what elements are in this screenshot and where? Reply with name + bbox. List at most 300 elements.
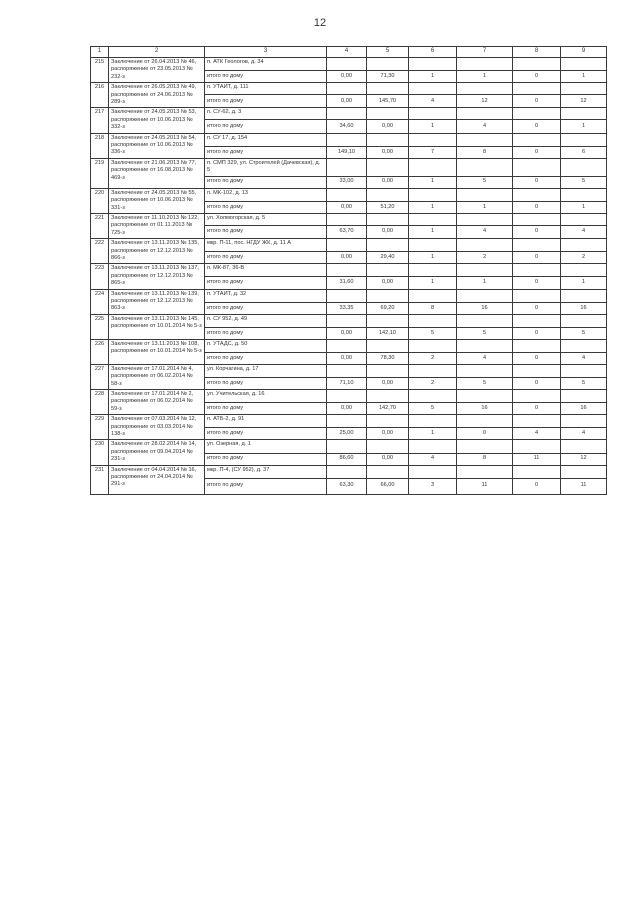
empty-cell: [327, 108, 367, 120]
record-address-row: [91, 364, 607, 377]
table-header-row: [91, 47, 607, 58]
column-header: 2: [109, 47, 205, 58]
record-number-cell: 220: [91, 188, 109, 213]
value-cell-v7: 1: [457, 202, 513, 214]
record-address-cell: п. СУ-62, д. 3: [205, 108, 327, 120]
value-cell-v5: 51,20: [367, 202, 409, 214]
empty-cell: [367, 390, 409, 403]
record-address-cell: п. УТАИТ, д. 32: [205, 289, 327, 302]
empty-cell: [367, 415, 409, 428]
value-cell-v9: 6: [561, 146, 607, 158]
record-document-cell: Заключение от 11.10.2013 № 122, распоряжение от 01.11.2013 № 725-з: [109, 213, 205, 238]
record-address-row: [91, 58, 607, 71]
empty-cell: [409, 58, 457, 71]
record-address-row: [91, 465, 607, 478]
record-address-cell: ул. Учительская, д. 16: [205, 390, 327, 403]
total-label-cell: итого по дому: [205, 70, 327, 83]
record-number-cell: 221: [91, 213, 109, 238]
empty-cell: [327, 58, 367, 71]
empty-cell: [561, 314, 607, 327]
value-cell-v8: 0: [513, 302, 561, 314]
total-label-cell: итого по дому: [205, 428, 327, 440]
value-cell-v9: 4: [561, 428, 607, 440]
value-cell-v6: 5: [409, 327, 457, 339]
empty-cell: [513, 188, 561, 202]
empty-cell: [409, 188, 457, 202]
value-cell-v5: 71,30: [367, 70, 409, 83]
column-header: 7: [457, 47, 513, 58]
empty-cell: [367, 58, 409, 71]
value-cell-v6: 1: [409, 120, 457, 133]
empty-cell: [367, 133, 409, 146]
empty-cell: [561, 239, 607, 252]
empty-cell: [327, 440, 367, 453]
value-cell-v7: 5: [457, 176, 513, 188]
empty-cell: [409, 83, 457, 95]
value-cell-v5: 0,00: [367, 428, 409, 440]
empty-cell: [513, 83, 561, 95]
value-cell-v6: 2: [409, 352, 457, 364]
empty-cell: [327, 188, 367, 202]
value-cell-v4: 63,30: [327, 478, 367, 494]
empty-cell: [561, 415, 607, 428]
record-address-cell: п. УТАИТ, д. 111: [205, 83, 327, 95]
total-label-cell: итого по дому: [205, 120, 327, 133]
value-cell-v7: 2: [457, 252, 513, 264]
value-cell-v8: 0: [513, 327, 561, 339]
empty-cell: [409, 108, 457, 120]
empty-cell: [409, 364, 457, 377]
empty-cell: [409, 339, 457, 352]
empty-cell: [409, 415, 457, 428]
value-cell-v6: 1: [409, 70, 457, 83]
record-document-cell: Заключение от 07.03.2014 № 12, распоряжение от 03.03.2014 № 138-з: [109, 415, 205, 440]
record-number-cell: 225: [91, 314, 109, 339]
value-cell-v5: 145,70: [367, 95, 409, 108]
value-cell-v6: 3: [409, 478, 457, 494]
empty-cell: [409, 390, 457, 403]
empty-cell: [327, 415, 367, 428]
record-document-cell: Заключение от 24.05.2013 № 54, распоряжение от 10.06.2013 № 336-з: [109, 133, 205, 158]
record-address-cell: п. МК-102, д. 13: [205, 188, 327, 202]
empty-cell: [367, 158, 409, 176]
empty-cell: [409, 133, 457, 146]
value-cell-v9: 12: [561, 95, 607, 108]
empty-cell: [457, 239, 513, 252]
empty-cell: [561, 440, 607, 453]
record-document-cell: Заключение от 13.11.2013 № 135, распоряжение от 12.12.2013 № 866-з: [109, 239, 205, 264]
value-cell-v5: 0,00: [367, 176, 409, 188]
value-cell-v9: 5: [561, 176, 607, 188]
total-label-cell: итого по дому: [205, 176, 327, 188]
value-cell-v7: 16: [457, 302, 513, 314]
column-header: 1: [91, 47, 109, 58]
total-label-cell: итого по дому: [205, 327, 327, 339]
empty-cell: [513, 213, 561, 225]
empty-cell: [561, 158, 607, 176]
total-label-cell: итого по дому: [205, 202, 327, 214]
record-address-cell: ул. Озерная, д. 1: [205, 440, 327, 453]
value-cell-v5: 0,00: [367, 453, 409, 465]
record-document-cell: Заключение от 21.06.2013 № 77, распоряжение от 16.08.2013 № 469-з: [109, 158, 205, 188]
value-cell-v4: 0,00: [327, 252, 367, 264]
empty-cell: [367, 108, 409, 120]
value-cell-v5: 78,30: [367, 352, 409, 364]
value-cell-v7: 1: [457, 277, 513, 289]
value-cell-v5: 0,00: [367, 225, 409, 238]
value-cell-v9: 1: [561, 202, 607, 214]
empty-cell: [327, 133, 367, 146]
record-document-cell: Заключение от 13.11.2013 № 145, распоряжение от 10.01.2014 № 5-з: [109, 314, 205, 339]
value-cell-v9: 1: [561, 277, 607, 289]
record-address-row: [91, 108, 607, 120]
record-number-cell: 230: [91, 440, 109, 465]
empty-cell: [367, 264, 409, 277]
record-address-row: [91, 289, 607, 302]
record-number-cell: 216: [91, 83, 109, 108]
value-cell-v8: 0: [513, 146, 561, 158]
record-address-cell: мкр. П-11, пос. НГДУ ЖК, д. 11 А: [205, 239, 327, 252]
empty-cell: [409, 314, 457, 327]
value-cell-v4: 63,70: [327, 225, 367, 238]
empty-cell: [327, 314, 367, 327]
empty-cell: [409, 289, 457, 302]
total-label-cell: итого по дому: [205, 277, 327, 289]
empty-cell: [327, 83, 367, 95]
total-label-cell: итого по дому: [205, 453, 327, 465]
value-cell-v7: 12: [457, 95, 513, 108]
value-cell-v7: 4: [457, 352, 513, 364]
record-address-row: [91, 314, 607, 327]
empty-cell: [513, 108, 561, 120]
value-cell-v5: 0,00: [367, 377, 409, 389]
empty-cell: [561, 264, 607, 277]
value-cell-v7: 4: [457, 120, 513, 133]
value-cell-v9: 5: [561, 327, 607, 339]
empty-cell: [367, 188, 409, 202]
empty-cell: [513, 158, 561, 176]
record-number-cell: 224: [91, 289, 109, 314]
value-cell-v4: 71,10: [327, 377, 367, 389]
value-cell-v4: 149,10: [327, 146, 367, 158]
value-cell-v7: 0: [457, 428, 513, 440]
value-cell-v7: 5: [457, 377, 513, 389]
empty-cell: [513, 264, 561, 277]
column-header: 4: [327, 47, 367, 58]
value-cell-v5: 29,40: [367, 252, 409, 264]
record-document-cell: Заключение от 28.02.2014 № 14, распоряжение от 09.04.2014 № 231-з: [109, 440, 205, 465]
value-cell-v8: 0: [513, 176, 561, 188]
record-address-cell: п. СМП 329, ул. Строителей (Дачевская), д. 5: [205, 158, 327, 176]
value-cell-v4: 0,00: [327, 70, 367, 83]
record-document-cell: Заключение от 13.11.2013 № 139, распоряжение от 12.12.2013 № 863-з: [109, 289, 205, 314]
value-cell-v8: 0: [513, 225, 561, 238]
empty-cell: [327, 158, 367, 176]
record-number-cell: 215: [91, 58, 109, 83]
value-cell-v5: 66,00: [367, 478, 409, 494]
value-cell-v6: 1: [409, 277, 457, 289]
empty-cell: [367, 440, 409, 453]
total-label-cell: итого по дому: [205, 252, 327, 264]
empty-cell: [561, 465, 607, 478]
record-address-row: [91, 158, 607, 176]
value-cell-v4: 33,35: [327, 302, 367, 314]
empty-cell: [327, 364, 367, 377]
record-address-row: [91, 83, 607, 95]
value-cell-v5: 142,70: [367, 403, 409, 415]
value-cell-v6: 1: [409, 202, 457, 214]
value-cell-v8: 0: [513, 352, 561, 364]
empty-cell: [457, 133, 513, 146]
empty-cell: [457, 108, 513, 120]
record-address-cell: п. АТК Геологов, д. 34: [205, 58, 327, 71]
empty-cell: [367, 289, 409, 302]
empty-cell: [513, 239, 561, 252]
value-cell-v4: 31,60: [327, 277, 367, 289]
column-header: 6: [409, 47, 457, 58]
value-cell-v6: 5: [409, 403, 457, 415]
value-cell-v4: 0,00: [327, 403, 367, 415]
record-address-cell: мкр. П-4, (СУ 952), д. 37: [205, 465, 327, 478]
value-cell-v7: 4: [457, 225, 513, 238]
empty-cell: [513, 314, 561, 327]
record-number-cell: 228: [91, 390, 109, 415]
value-cell-v6: 1: [409, 252, 457, 264]
housing-table: [90, 46, 607, 495]
empty-cell: [561, 133, 607, 146]
record-number-cell: 218: [91, 133, 109, 158]
empty-cell: [561, 339, 607, 352]
empty-cell: [513, 133, 561, 146]
value-cell-v7: 8: [457, 146, 513, 158]
empty-cell: [561, 289, 607, 302]
record-number-cell: 226: [91, 339, 109, 364]
value-cell-v9: 1: [561, 120, 607, 133]
value-cell-v5: 142,10: [367, 327, 409, 339]
record-address-row: [91, 390, 607, 403]
record-address-cell: п. СУ 952, д. 49: [205, 314, 327, 327]
empty-cell: [513, 415, 561, 428]
empty-cell: [561, 188, 607, 202]
empty-cell: [457, 339, 513, 352]
record-document-cell: Заключение от 17.01.2014 № 2, распоряжение от 06.02.2014 № 59-з: [109, 390, 205, 415]
empty-cell: [457, 83, 513, 95]
value-cell-v9: 4: [561, 352, 607, 364]
value-cell-v9: 12: [561, 453, 607, 465]
empty-cell: [409, 239, 457, 252]
value-cell-v4: 86,60: [327, 453, 367, 465]
total-label-cell: итого по дому: [205, 377, 327, 389]
empty-cell: [409, 213, 457, 225]
record-address-row: [91, 239, 607, 252]
empty-cell: [513, 58, 561, 71]
total-label-cell: итого по дому: [205, 302, 327, 314]
record-address-row: [91, 133, 607, 146]
value-cell-v6: 8: [409, 302, 457, 314]
value-cell-v9: 1: [561, 70, 607, 83]
record-document-cell: Заключение от 17.01.2014 № 4, распоряжение от 06.02.2014 № 58-з: [109, 364, 205, 389]
value-cell-v4: 0,00: [327, 95, 367, 108]
record-address-row: [91, 188, 607, 202]
empty-cell: [561, 83, 607, 95]
total-label-cell: итого по дому: [205, 478, 327, 494]
record-address-cell: ул. Холмогорская, д. 5: [205, 213, 327, 225]
empty-cell: [457, 314, 513, 327]
value-cell-v6: 7: [409, 146, 457, 158]
empty-cell: [561, 58, 607, 71]
record-number-cell: 217: [91, 108, 109, 133]
value-cell-v5: 0,00: [367, 120, 409, 133]
value-cell-v5: 0,00: [367, 146, 409, 158]
value-cell-v8: 0: [513, 478, 561, 494]
value-cell-v9: 16: [561, 302, 607, 314]
value-cell-v8: 0: [513, 403, 561, 415]
empty-cell: [561, 364, 607, 377]
value-cell-v5: 69,20: [367, 302, 409, 314]
value-cell-v9: 11: [561, 478, 607, 494]
value-cell-v9: 2: [561, 252, 607, 264]
value-cell-v8: 0: [513, 252, 561, 264]
value-cell-v8: 0: [513, 277, 561, 289]
empty-cell: [327, 339, 367, 352]
record-number-cell: 222: [91, 239, 109, 264]
empty-cell: [367, 239, 409, 252]
value-cell-v7: 1: [457, 70, 513, 83]
empty-cell: [367, 339, 409, 352]
value-cell-v7: 11: [457, 478, 513, 494]
total-label-cell: итого по дому: [205, 146, 327, 158]
empty-cell: [367, 213, 409, 225]
empty-cell: [367, 314, 409, 327]
column-header: 9: [561, 47, 607, 58]
empty-cell: [457, 440, 513, 453]
total-label-cell: итого по дому: [205, 225, 327, 238]
value-cell-v8: 0: [513, 70, 561, 83]
empty-cell: [457, 158, 513, 176]
empty-cell: [457, 289, 513, 302]
total-label-cell: итого по дому: [205, 403, 327, 415]
record-address-cell: ул. Корчагина, д. 17: [205, 364, 327, 377]
empty-cell: [327, 289, 367, 302]
record-document-cell: Заключение от 04.04.2014 № 16, распоряжение от 24.04.2014 № 291-з: [109, 465, 205, 494]
record-number-cell: 227: [91, 364, 109, 389]
empty-cell: [327, 264, 367, 277]
total-label-cell: итого по дому: [205, 352, 327, 364]
empty-cell: [367, 465, 409, 478]
record-address-cell: п. СУ 17, д. 154: [205, 133, 327, 146]
empty-cell: [457, 188, 513, 202]
column-header: 5: [367, 47, 409, 58]
empty-cell: [409, 158, 457, 176]
value-cell-v6: 4: [409, 95, 457, 108]
value-cell-v5: 0,00: [367, 277, 409, 289]
record-address-cell: п. МК-87, 36-В: [205, 264, 327, 277]
empty-cell: [409, 264, 457, 277]
value-cell-v8: 0: [513, 377, 561, 389]
empty-cell: [561, 390, 607, 403]
record-number-cell: 219: [91, 158, 109, 188]
record-address-row: [91, 440, 607, 453]
empty-cell: [513, 339, 561, 352]
empty-cell: [457, 213, 513, 225]
column-header: 8: [513, 47, 561, 58]
value-cell-v8: 0: [513, 95, 561, 108]
record-document-cell: Заключение от 26.05.2013 № 49, распоряжение от 24.06.2013 № 289-з: [109, 83, 205, 108]
record-document-cell: Заключение от 26.04.2013 № 46, распоряжение от 23.05.2013 № 232-з: [109, 58, 205, 83]
empty-cell: [513, 390, 561, 403]
empty-cell: [457, 390, 513, 403]
record-address-cell: п. АТБ-2, д. 91: [205, 415, 327, 428]
empty-cell: [561, 213, 607, 225]
record-document-cell: Заключение от 24.05.2013 № 55, распоряжение от 10.06.2013 № 331-з: [109, 188, 205, 213]
record-document-cell: Заключение от 13.11.2013 № 108, распоряжение от 10.01.2014 № 5-з: [109, 339, 205, 364]
value-cell-v4: 33,00: [327, 176, 367, 188]
value-cell-v6: 1: [409, 225, 457, 238]
value-cell-v6: 2: [409, 377, 457, 389]
value-cell-v6: 1: [409, 428, 457, 440]
empty-cell: [327, 213, 367, 225]
value-cell-v6: 4: [409, 453, 457, 465]
value-cell-v4: 0,00: [327, 202, 367, 214]
empty-cell: [457, 465, 513, 478]
empty-cell: [367, 364, 409, 377]
column-header: 3: [205, 47, 327, 58]
value-cell-v4: 25,00: [327, 428, 367, 440]
record-number-cell: 229: [91, 415, 109, 440]
empty-cell: [327, 465, 367, 478]
empty-cell: [457, 415, 513, 428]
value-cell-v9: 5: [561, 377, 607, 389]
total-label-cell: итого по дому: [205, 95, 327, 108]
record-number-cell: 223: [91, 264, 109, 289]
value-cell-v7: 5: [457, 327, 513, 339]
empty-cell: [457, 264, 513, 277]
value-cell-v4: 0,00: [327, 327, 367, 339]
value-cell-v8: 4: [513, 428, 561, 440]
record-address-row: [91, 264, 607, 277]
value-cell-v7: 16: [457, 403, 513, 415]
value-cell-v8: 0: [513, 202, 561, 214]
empty-cell: [513, 364, 561, 377]
value-cell-v8: 0: [513, 120, 561, 133]
value-cell-v9: 4: [561, 225, 607, 238]
empty-cell: [327, 239, 367, 252]
value-cell-v4: 0,00: [327, 352, 367, 364]
value-cell-v6: 1: [409, 176, 457, 188]
value-cell-v7: 8: [457, 453, 513, 465]
record-document-cell: Заключение от 13.11.2013 № 137, распоряжение от 12.12.2013 № 865-з: [109, 264, 205, 289]
empty-cell: [513, 465, 561, 478]
value-cell-v9: 16: [561, 403, 607, 415]
record-address-row: [91, 415, 607, 428]
empty-cell: [367, 83, 409, 95]
empty-cell: [513, 440, 561, 453]
record-address-cell: п. УТАДС, д. 50: [205, 339, 327, 352]
empty-cell: [409, 465, 457, 478]
record-address-row: [91, 213, 607, 225]
empty-cell: [561, 108, 607, 120]
page-number: 12: [313, 17, 327, 29]
value-cell-v8: 11: [513, 453, 561, 465]
empty-cell: [457, 58, 513, 71]
record-address-row: [91, 339, 607, 352]
empty-cell: [457, 364, 513, 377]
empty-cell: [409, 440, 457, 453]
empty-cell: [327, 390, 367, 403]
record-document-cell: Заключение от 24.05.2013 № 53, распоряжение от 10.06.2013 № 332-з: [109, 108, 205, 133]
record-number-cell: 231: [91, 465, 109, 494]
empty-cell: [513, 289, 561, 302]
